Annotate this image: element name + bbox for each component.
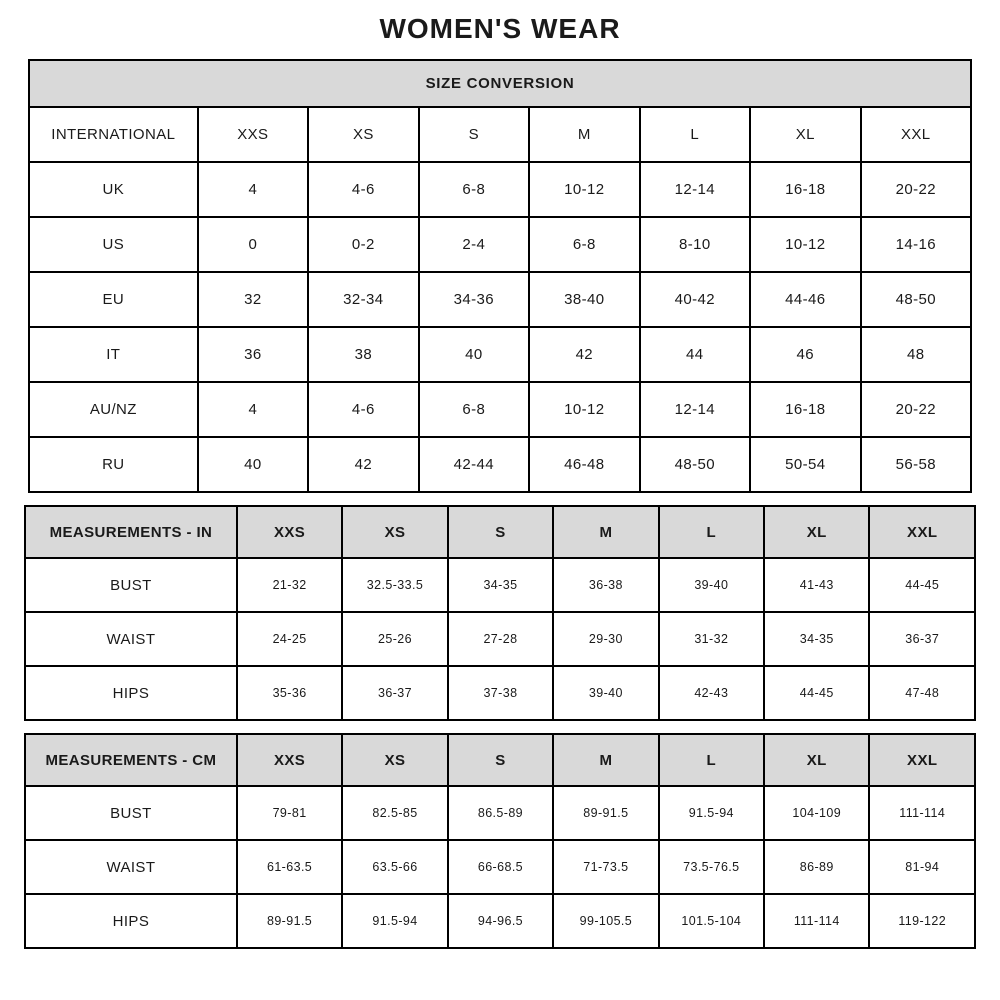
size-cell: 0-2 xyxy=(308,217,418,272)
measure-cell: 27-28 xyxy=(448,612,553,666)
col-header-xxl: XXL xyxy=(861,107,971,162)
size-cell: 40-42 xyxy=(640,272,750,327)
size-cell: 12-14 xyxy=(640,162,750,217)
table-row-it xyxy=(29,327,971,382)
size-cell: 20-22 xyxy=(861,162,971,217)
measure-cell: 86-89 xyxy=(764,840,869,894)
row-label-us: US xyxy=(29,217,198,272)
measurements-in-caption: MEASUREMENTS - IN xyxy=(25,506,237,558)
measure-cell: 32.5-33.5 xyxy=(342,558,447,612)
measure-cell: 37-38 xyxy=(448,666,553,720)
row-label-hips: HIPS xyxy=(25,894,237,948)
measure-cell: 91.5-94 xyxy=(659,786,764,840)
size-cell: 10-12 xyxy=(529,382,639,437)
size-cell: 4 xyxy=(198,382,308,437)
row-label-eu: EU xyxy=(29,272,198,327)
measure-cell: 61-63.5 xyxy=(237,840,342,894)
column-header-row xyxy=(29,107,971,162)
measure-cell: 111-114 xyxy=(764,894,869,948)
size-cell: 6-8 xyxy=(419,162,529,217)
table-row-waist xyxy=(25,612,975,666)
table-row-hips xyxy=(25,666,975,720)
col-header-l: L xyxy=(659,734,764,786)
size-cell: 44-46 xyxy=(750,272,860,327)
size-cell: 46-48 xyxy=(529,437,639,492)
measure-cell: 66-68.5 xyxy=(448,840,553,894)
measure-cell: 29-30 xyxy=(553,612,658,666)
size-cell: 32-34 xyxy=(308,272,418,327)
size-cell: 42 xyxy=(529,327,639,382)
row-label-bust: BUST xyxy=(25,786,237,840)
measure-cell: 119-122 xyxy=(869,894,975,948)
col-header-xxs: XXS xyxy=(237,734,342,786)
measurements-cm-table xyxy=(24,733,976,949)
col-header-xs: XS xyxy=(342,506,447,558)
table-row-aunz xyxy=(29,382,971,437)
row-label-ru: RU xyxy=(29,437,198,492)
measure-cell: 34-35 xyxy=(764,612,869,666)
size-cell: 38 xyxy=(308,327,418,382)
table-row-bust xyxy=(25,558,975,612)
size-cell: 10-12 xyxy=(529,162,639,217)
table-row-waist xyxy=(25,840,975,894)
size-conversion-table xyxy=(28,59,972,493)
measure-cell: 41-43 xyxy=(764,558,869,612)
measure-cell: 71-73.5 xyxy=(553,840,658,894)
page-title: WOMEN'S WEAR xyxy=(379,13,621,44)
measure-cell: 99-105.5 xyxy=(553,894,658,948)
col-header-m: M xyxy=(553,734,658,786)
measure-cell: 36-37 xyxy=(869,612,975,666)
row-label-bust: BUST xyxy=(25,558,237,612)
table-row-bust xyxy=(25,786,975,840)
size-cell: 16-18 xyxy=(750,382,860,437)
measure-cell: 89-91.5 xyxy=(237,894,342,948)
size-cell: 34-36 xyxy=(419,272,529,327)
col-header-s: S xyxy=(448,734,553,786)
measure-cell: 31-32 xyxy=(659,612,764,666)
col-header-xxs: XXS xyxy=(198,107,308,162)
col-header-xxl: XXL xyxy=(869,506,975,558)
col-header-m: M xyxy=(553,506,658,558)
table-caption-row xyxy=(29,60,971,107)
measurements-in-table xyxy=(24,505,976,721)
size-cell: 48 xyxy=(861,327,971,382)
measure-cell: 44-45 xyxy=(764,666,869,720)
row-label-hips: HIPS xyxy=(25,666,237,720)
measure-cell: 81-94 xyxy=(869,840,975,894)
measure-cell: 25-26 xyxy=(342,612,447,666)
col-header-xl: XL xyxy=(764,734,869,786)
row-label-aunz: AU/NZ xyxy=(29,382,198,437)
col-header-xs: XS xyxy=(342,734,447,786)
col-header-international: INTERNATIONAL xyxy=(29,107,198,162)
measure-cell: 111-114 xyxy=(869,786,975,840)
size-cell: 42-44 xyxy=(419,437,529,492)
col-header-l: L xyxy=(640,107,750,162)
measure-cell: 44-45 xyxy=(869,558,975,612)
measure-cell: 21-32 xyxy=(237,558,342,612)
size-cell: 48-50 xyxy=(861,272,971,327)
measure-cell: 73.5-76.5 xyxy=(659,840,764,894)
measure-cell: 47-48 xyxy=(869,666,975,720)
table-row-eu xyxy=(29,272,971,327)
size-cell: 48-50 xyxy=(640,437,750,492)
size-cell: 4-6 xyxy=(308,162,418,217)
size-cell: 10-12 xyxy=(750,217,860,272)
size-cell: 42 xyxy=(308,437,418,492)
size-cell: 2-4 xyxy=(419,217,529,272)
col-header-xl: XL xyxy=(764,506,869,558)
row-label-waist: WAIST xyxy=(25,612,237,666)
table-row-uk xyxy=(29,162,971,217)
size-cell: 32 xyxy=(198,272,308,327)
col-header-xxl: XXL xyxy=(869,734,975,786)
measure-cell: 79-81 xyxy=(237,786,342,840)
size-cell: 36 xyxy=(198,327,308,382)
measure-cell: 35-36 xyxy=(237,666,342,720)
column-header-row xyxy=(25,734,975,786)
measure-cell: 89-91.5 xyxy=(553,786,658,840)
size-cell: 8-10 xyxy=(640,217,750,272)
measure-cell: 82.5-85 xyxy=(342,786,447,840)
size-cell: 12-14 xyxy=(640,382,750,437)
column-header-row xyxy=(25,506,975,558)
row-label-uk: UK xyxy=(29,162,198,217)
table-row-hips xyxy=(25,894,975,948)
measure-cell: 91.5-94 xyxy=(342,894,447,948)
measure-cell: 24-25 xyxy=(237,612,342,666)
table-row-ru xyxy=(29,437,971,492)
size-cell: 6-8 xyxy=(529,217,639,272)
measure-cell: 39-40 xyxy=(553,666,658,720)
size-cell: 50-54 xyxy=(750,437,860,492)
col-header-m: M xyxy=(529,107,639,162)
size-cell: 40 xyxy=(419,327,529,382)
col-header-xl: XL xyxy=(750,107,860,162)
size-cell: 38-40 xyxy=(529,272,639,327)
size-cell: 20-22 xyxy=(861,382,971,437)
row-label-waist: WAIST xyxy=(25,840,237,894)
size-cell: 4-6 xyxy=(308,382,418,437)
table-row-us xyxy=(29,217,971,272)
col-header-l: L xyxy=(659,506,764,558)
size-cell: 56-58 xyxy=(861,437,971,492)
size-cell: 14-16 xyxy=(861,217,971,272)
col-header-s: S xyxy=(448,506,553,558)
measure-cell: 34-35 xyxy=(448,558,553,612)
col-header-xs: XS xyxy=(308,107,418,162)
size-cell: 46 xyxy=(750,327,860,382)
measure-cell: 42-43 xyxy=(659,666,764,720)
measure-cell: 36-38 xyxy=(553,558,658,612)
size-cell: 40 xyxy=(198,437,308,492)
size-cell: 16-18 xyxy=(750,162,860,217)
size-cell: 44 xyxy=(640,327,750,382)
measure-cell: 36-37 xyxy=(342,666,447,720)
row-label-it: IT xyxy=(29,327,198,382)
measurements-cm-caption: MEASUREMENTS - CM xyxy=(25,734,237,786)
size-cell: 4 xyxy=(198,162,308,217)
size-cell: 0 xyxy=(198,217,308,272)
measure-cell: 94-96.5 xyxy=(448,894,553,948)
col-header-s: S xyxy=(419,107,529,162)
size-conversion-caption: SIZE CONVERSION xyxy=(29,60,971,107)
measure-cell: 63.5-66 xyxy=(342,840,447,894)
measure-cell: 101.5-104 xyxy=(659,894,764,948)
size-cell: 6-8 xyxy=(419,382,529,437)
col-header-xxs: XXS xyxy=(237,506,342,558)
measure-cell: 39-40 xyxy=(659,558,764,612)
measure-cell: 86.5-89 xyxy=(448,786,553,840)
measure-cell: 104-109 xyxy=(764,786,869,840)
